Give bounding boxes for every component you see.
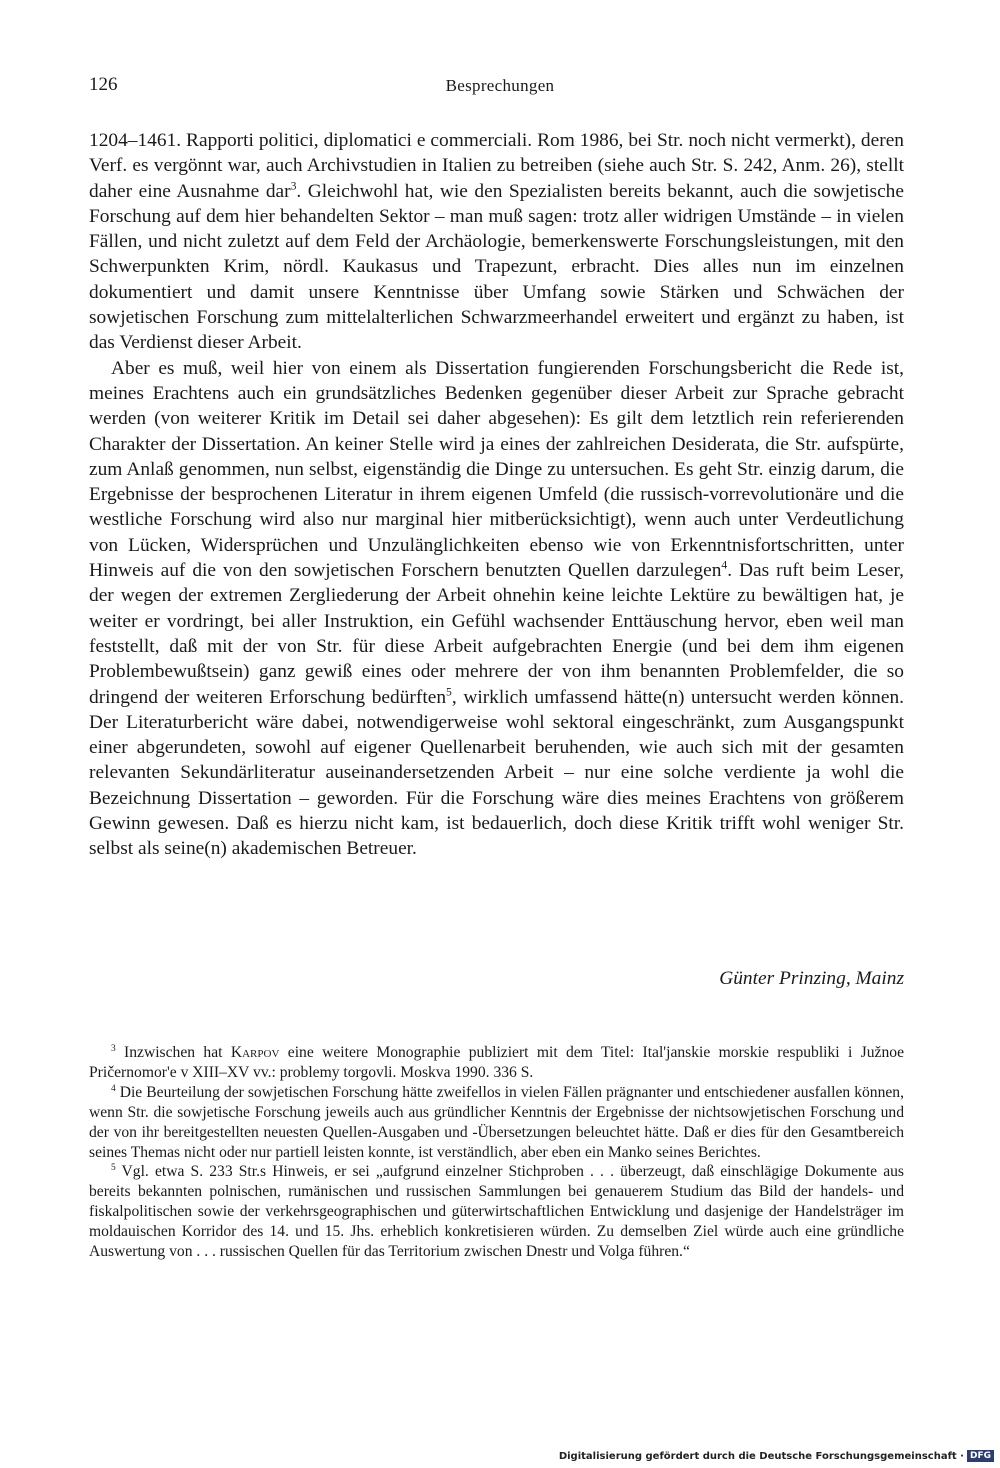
body-text — [89, 128, 904, 862]
footnote-ref-4[interactable]: 4 — [721, 558, 728, 572]
footnote-text: Die Beurteilung der sowjetischen Forschung hätte zweifellos in vielen Fällen prägnanter und entschiedener ausfallen können, wenn Str. die sowjetische Forschung jeweils auch aus gründlicher Kenntnis der Ergebnisse der nichtsowjetischen Forschung und der von ihr bereitgestellten neuesten Quellen-Ausgaben und -Übersetzungen beleuchtet hätte. Daß er dies für den Gesamtbereich seines Themas nicht oder nur partiell leisten konnte, ist verständlich, aber eben ein Manko seines Berichtes. — [89, 1083, 904, 1161]
footnote-text: eine weitere Monographie publiziert mit dem Titel: Ital'janskie morskie respubliki i Južnoe Pričernomor'e v XIII–XV vv.: problemy torgovli. Moskva 1990. 336 S. — [89, 1044, 904, 1081]
paragraph-2-text-c: , wirklich umfassend hätte(n) untersucht werden können. Der Literaturbericht wäre dabei, notwendigerweise wohl sektoral eingeschränkt, zum Ausgangspunkt einer abgerundeten, sowohl auf eigener Quellenarbeit beruhenden, wie auch sich mit der gesamten relevanten Sekundärliteratur auseinandersetzenden Arbeit – nur eine solche verdiente ja wohl die Bezeichnung Dissertation – geworden. Für die Forschung wäre dies meines Erachtens von größerem Gewinn gewesen. Daß es hierzu nicht kam, ist bedauerlich, doch diese Kritik trifft wohl weniger Str. selbst als seine(n) akademischen Betreuer. — [89, 686, 905, 860]
reviewer-signature: Günter Prinzing, Mainz — [719, 968, 904, 989]
paragraph-1 — [89, 128, 904, 356]
paragraph-2 — [89, 356, 904, 862]
paragraph-1-text-b: . Gleichwohl hat, wie den Spezialisten bereits bekannt, auch die sowjetische Forschung auf dem hier behandelten Sektor – man muß sagen: trotz aller widrigen Umstände – in vielen Fällen, und nicht zuletzt auf dem Feld der Archäologie, bemerkenswerte Forschungsleistungen, mit den Schwerpunkten Krim, nördl. Kaukasus und Trapezunt, erbracht. Dies alles nun im einzelnen dokumentiert und damit unsere Kenntnisse über Umfang sowie Stärken und Schwächen der sowjetischen Forschung zum mittelalterlichen Schwarzmeerhandel erweitert und ergänzt zu haben, ist das Verdienst dieser Arbeit. — [89, 180, 904, 354]
footnote-author: Karpov — [230, 1044, 280, 1061]
footnote-4 — [89, 1083, 904, 1163]
footnote-ref-5[interactable]: 5 — [446, 685, 452, 699]
footnote-marker: 4 — [111, 1083, 116, 1094]
running-title: Besprechungen — [445, 76, 555, 95]
digitization-credit — [559, 1450, 994, 1462]
footnotes — [89, 1043, 904, 1262]
footnote-3 — [89, 1043, 904, 1083]
paragraph-2-text-b: . Das ruft beim Leser, der wegen der extremen Zergliederung der Arbeit ohnehin keine leichte Lektüre zu bewältigen hat, je weiter er vordringt, bei aller Instruktion, ein Gefühl wachsender Enttäuschung hervor, eben weil man feststellt, daß mit der von Str. für diese Arbeit aufgebrachten Energie (und bei dem ihm eigenen Problembewußtsein) ganz gewiß eines oder mehrere der von ihm benannten Problemfelder, die so dringend der weiteren Erforschung bedürften — [89, 560, 904, 708]
footnote-text: Inzwischen hat — [115, 1044, 231, 1061]
footnote-text: Vgl. etwa S. 233 Str.s Hinweis, er sei „aufgrund einzelner Stichproben . . . überzeugt, daß einschlägige Dokumente aus bereits bekannten polnischen, rumänischen und russischen Sammlungen bei genauerem Studium das Bild der handels- und fiskalpolitischen sowie der verkehrsgeographischen und güterwirtschaftlichen Entwicklung und dasjenige der Handelsträger im moldauischen Korridor des 14. und 15. Jhs. erheblich konkretisieren würden. Zu demselben Ziel würde auch eine gründliche Auswertung von . . . russischen Quellen für das Territorium zwischen Dnestr und Volga führen.“ — [89, 1163, 904, 1261]
footnote-5 — [89, 1162, 904, 1262]
dfg-logo-icon: DFG — [967, 1450, 994, 1462]
footnote-marker: 5 — [111, 1163, 116, 1174]
footnote-marker: 3 — [111, 1043, 116, 1054]
paragraph-1-text-a: 1204–1461. Rapporti politici, diplomatici e commerciali. Rom 1986, bei Str. noch nicht vermerkt), deren Verf. es vergönnt war, auch Archivstudien in Italien zu betreiben (siehe auch Str. S. 242, Anm. 26), stellt daher eine Ausnahme dar — [89, 130, 904, 202]
page-number: 126 — [89, 74, 118, 95]
footnote-ref-3[interactable]: 3 — [290, 179, 297, 193]
credit-text: Digitalisierung gefördert durch die Deutsche Forschungsgemeinschaft · — [558, 1450, 964, 1462]
paragraph-2-text-a: Aber es muß, weil hier von einem als Dissertation fungierenden Forschungsbericht die Rede ist, meines Erachtens auch ein grundsätzliches Bedenken gegenüber dieser Arbeit zur Sprache gebracht werden (von weiterer Kritik im Detail sei daher abgesehen): Es gilt dem letztlich rein referierenden Charakter der Dissertation. An keiner Stelle wird ja eines der zahlreichen Desiderata, die Str. aufspürte, zum Anlaß genommen, nun selbst, eigenständig die Dinge zu untersuchen. Es geht Str. einzig darum, die Ergebnisse der besprochenen Literatur in ihrem eigenen Umfeld (die russisch-vorrevolutionäre und die westliche Forschung wird also nur marginal hier mitberücksichtigt), wenn auch unter Verdeutlichung von Lücken, Widersprüchen und Unzulänglichkeiten ebenso wie von Erkenntnisfortschritten, unter Hinweis auf die von den sowjetischen Forschern benutzten Quellen darzulegen — [89, 357, 904, 582]
